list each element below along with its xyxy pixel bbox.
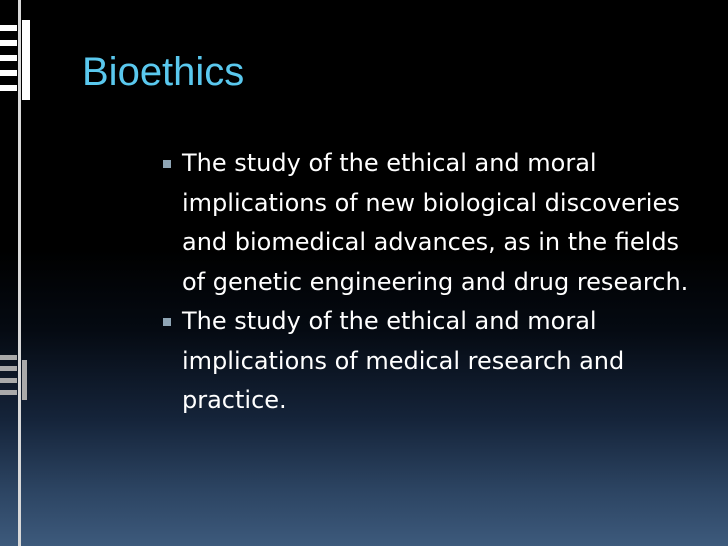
bullet-item bbox=[160, 302, 690, 421]
edge-bar bbox=[0, 378, 17, 383]
edge-bar bbox=[0, 355, 17, 360]
edge-strip bbox=[18, 0, 21, 546]
edge-bar bbox=[22, 360, 27, 400]
edge-bar bbox=[22, 20, 30, 100]
bullet-marker-icon bbox=[163, 318, 171, 326]
bullet-text: The study of the ethical and moral implications of new biological discoveries and biomedical advances, as in the fields of genetic engineering and drug research. bbox=[182, 149, 689, 296]
edge-bar bbox=[0, 25, 17, 31]
edge-bar bbox=[0, 366, 17, 371]
edge-bar bbox=[0, 85, 17, 91]
bullet-list bbox=[160, 144, 690, 421]
slide-title: Bioethics bbox=[82, 50, 245, 94]
edge-bar bbox=[0, 70, 17, 76]
edge-bar bbox=[0, 390, 17, 395]
bullet-text: The study of the ethical and moral implications of medical research and practice. bbox=[182, 307, 625, 414]
bullet-item bbox=[160, 144, 690, 302]
edge-bar bbox=[0, 55, 17, 61]
edge-bar bbox=[0, 40, 17, 46]
bullet-marker-icon bbox=[163, 160, 171, 168]
